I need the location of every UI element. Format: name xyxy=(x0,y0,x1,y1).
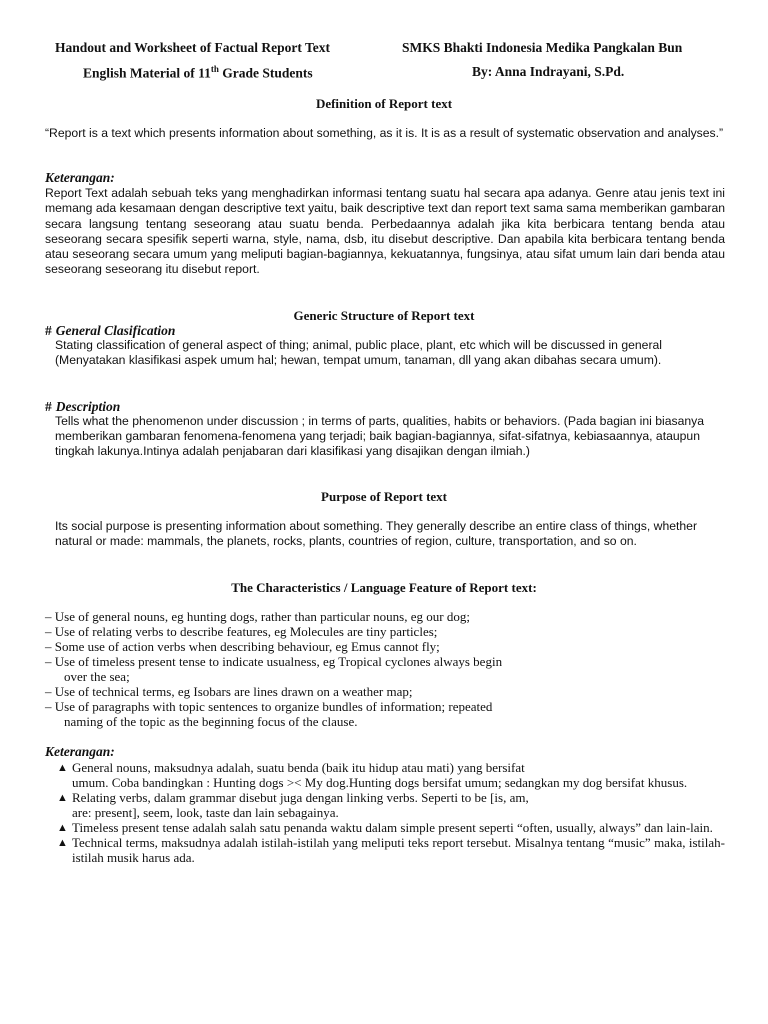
header-grade-text: English Material of 11 xyxy=(83,65,211,81)
list-item-continuation: over the sea; xyxy=(64,669,130,684)
list-item xyxy=(45,820,725,835)
header-left-line2 xyxy=(83,64,313,82)
definition-keterangan: Report Text adalah sebuah teks yang menghadirkan informasi tentang suatu hal secara apa adanya. Genre atau jenis text ini memang ada kesamaan dengan descriptive text yaitu, baik descriptive text dan report text sama sama memberikan gambaran secara langsung tentang seseorang atau suatu benda. Perbedaannya adalah jika kita berbicara tentang benda atau seseorang secara spesifik seperti warna, style, nama, dsb, itu disebut descriptive. Dan apabila kita berbicara tentang benda atau seseorang secara umum yang meliputi bagian-bagiannya, kekuatannya, fungsinya, atau sifat umum lain dari benda atau seseorang seseorang itu disebut report. xyxy=(45,186,725,277)
list-item: – Use of paragraphs with topic sentences to organize bundles of information; repeated xyxy=(45,699,493,714)
description-label: Description xyxy=(55,399,121,414)
header-grade-sup: th xyxy=(210,64,219,74)
keterangan2-item-rest: umum. Coba bandingkan : Hunting dogs >< My dog.Hunting dogs bersifat umum; sedangkan my dog bersifat khusus. xyxy=(72,775,688,790)
list-item xyxy=(45,835,725,865)
triangle-bullet-icon: ▲ xyxy=(57,762,68,774)
generic-structure-title: Generic Structure of Report text xyxy=(293,308,475,323)
hash-mark: # xyxy=(45,323,52,338)
general-classification-label: General Clasification xyxy=(55,323,176,338)
list-item: – Use of technical terms, eg Isobars are lines drawn on a weather map; xyxy=(45,684,413,699)
header-right-line1: SMKS Bhakti Indonesia Medika Pangkalan Bun xyxy=(402,40,683,55)
keterangan2-item-line: Relating verbs, dalam grammar disebut juga dengan linking verbs. Seperti to be [is, am, xyxy=(72,790,529,805)
purpose-title: Purpose of Report text xyxy=(321,489,447,504)
list-item xyxy=(45,760,725,790)
description-text: Tells what the phenomenon under discussion ; in terms of parts, qualities, habits or behaviors. (Pada bagian ini biasanya memberikan gambaran fenomena-fenomena yang terjadi; baik bagian-bagiannya, sifat-sifatnya, kebiasaannya, ataupun tingkah lakunya.Intinya adalah penjabaran dari klasifikasi yang disajikan dengan ilmiah.) xyxy=(55,414,705,458)
list-item xyxy=(45,790,725,820)
definition-title: Definition of Report text xyxy=(315,96,453,111)
list-item: – Use of timeless present tense to indicate usualness, eg Tropical cyclones always begin xyxy=(45,654,503,669)
hash-mark: # xyxy=(45,399,52,414)
triangle-bullet-icon: ▲ xyxy=(57,822,68,834)
keterangan2-label: Keterangan: xyxy=(45,744,115,759)
keterangan2-item-rest: are: present], seem, look, taste dan lain sebagainya. xyxy=(72,805,339,820)
purpose-text: Its social purpose is presenting information about something. They generally describe an entire class of things, whether natural or made: mammals, the planets, rocks, plants, countries of region, culture, transportation, and so on. xyxy=(55,519,698,548)
keterangan2-item-line: General nouns, maksudnya adalah, suatu benda (baik itu hidup atau mati) yang bersifat xyxy=(72,760,525,775)
list-item: – Use of general nouns, eg hunting dogs, rather than particular nouns, eg our dog; xyxy=(45,609,470,624)
characteristics-list xyxy=(45,609,725,729)
list-item-continuation: naming of the topic as the beginning focus of the clause. xyxy=(64,714,358,729)
header-left-line1: Handout and Worksheet of Factual Report Text xyxy=(55,40,331,55)
list-item: – Use of relating verbs to describe features, eg Molecules are tiny particles; xyxy=(45,624,438,639)
keterangan-label: Keterangan: xyxy=(45,170,115,185)
header-author: By: Anna Indrayani, S.Pd. xyxy=(472,64,625,79)
header-grade-post: Grade Students xyxy=(218,65,313,81)
general-classification-text: Stating classification of general aspect of thing; animal, public place, plant, etc which will be discussed in general (Menyatakan klasifikasi aspek umum hal; hewan, tempat umum, tanaman, dll yang akan dibahas secara umum). xyxy=(55,338,663,367)
triangle-bullet-icon: ▲ xyxy=(57,837,68,849)
keterangan2-item-line: Technical terms, maksudnya adalah istilah-istilah yang meliputi teks report tersebut. Misalnya tentang “music” maka, istilah-istilah musik harus ada. xyxy=(72,835,725,865)
keterangan2-item-line: Timeless present tense adalah salah satu penanda waktu dalam simple present seperti “often, usually, always” dan lain-lain. xyxy=(72,820,713,835)
characteristics-title: The Characteristics / Language Feature of Report text: xyxy=(231,580,537,595)
definition-quote: “Report is a text which presents information about something, as it is. It is as a result of systematic observation and analyses.” xyxy=(45,126,724,140)
triangle-bullet-icon: ▲ xyxy=(57,792,68,804)
list-item: – Some use of action verbs when describing behaviour, eg Emus cannot fly; xyxy=(45,639,440,654)
keterangan2-list xyxy=(45,760,725,865)
